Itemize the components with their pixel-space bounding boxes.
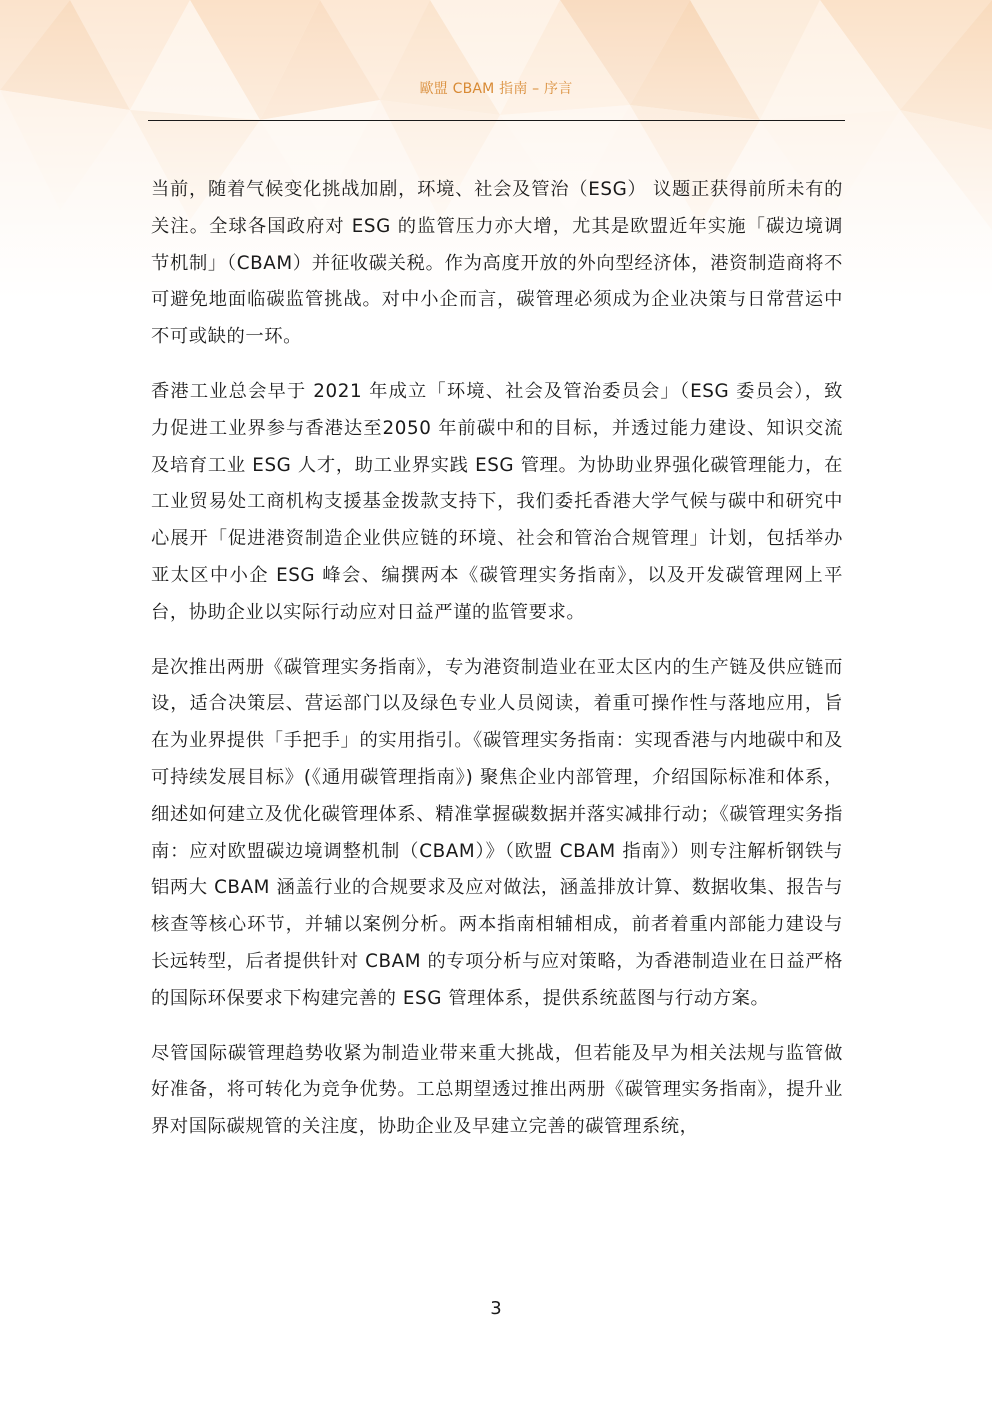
header-divider [148,120,845,121]
paragraph: 香港工业总会早于 2021 年成立「环境、社会及管治委员会」（ESG 委员会），致力促进工业界参与香港达至2050 年前碳中和的目标，并透过能力建设、知识交流及培育工业 ESG 人才，助工业界实践 ESG 管理。为协助业界强化碳管理能力，在工业贸易处工商机构支援基金拨款支持下，我们委托香港大学气候与碳中和研究中心展开「促进港资制造企业供应链的环境、社会和管治合规管理」计划，包括举办亚太区中小企 ESG 峰会、编撰两本《碳管理实务指南》，以及开发碳管理网上平台，协助企业以实际行动应对日益严谨的监管要求。 [151,380,843,623]
running-header-title: 歐盟 CBAM 指南 – 序言 [419,81,573,97]
page-number: 3 [490,1298,502,1319]
paragraph: 当前，随着气候变化挑战加剧，环境、社会及管治（ESG） 议题正获得前所未有的关注。全球各国政府对 ESG 的监管压力亦大增，尤其是欧盟近年实施「碳边境调节机制」（CBAM）并征收碳关税。作为高度开放的外向型经济体，港资制造商将不可避免地面临碳监管挑战。对中小企而言，碳管理必须成为企业决策与日常营运中不可或缺的一环。 [151,179,843,348]
preface-body [151,172,843,1164]
paragraph: 是次推出两册《碳管理实务指南》，专为港资制造业在亚太区内的生产链及供应链而设，适合决策层、营运部门以及绿色专业人员阅读，着重可操作性与落地应用，旨在为业界提供「手把手」的实用指引。《碳管理实务指南：实现香港与内地碳中和及可持续发展目标》(《通用碳管理指南》) 聚焦企业内部管理，介绍国际标准和体系，细述如何建立及优化碳管理体系、精准掌握碳数据并落实减排行动；《碳管理实务指南：应对欧盟碳边境调整机制（CBAM）》（欧盟 CBAM 指南》）则专注解析钢铁与铝两大 CBAM 涵盖行业的合规要求及应对做法，涵盖排放计算、数据收集、报告与核查等核心环节，并辅以案例分析。两本指南相辅相成，前者着重内部能力建设与长远转型，后者提供针对 CBAM 的专项分析与应对策略，为香港制造业在日益严格的国际环保要求下构建完善的 ESG 管理体系，提供系统蓝图与行动方案。 [151,656,843,1009]
paragraph: 尽管国际碳管理趋势收紧为制造业带来重大挑战，但若能及早为相关法规与监管做好准备，将可转化为竞争优势。工总期望透过推出两册《碳管理实务指南》，提升业界对国际碳规管的关注度，协助企业及早建立完善的碳管理系统， [151,1042,843,1138]
